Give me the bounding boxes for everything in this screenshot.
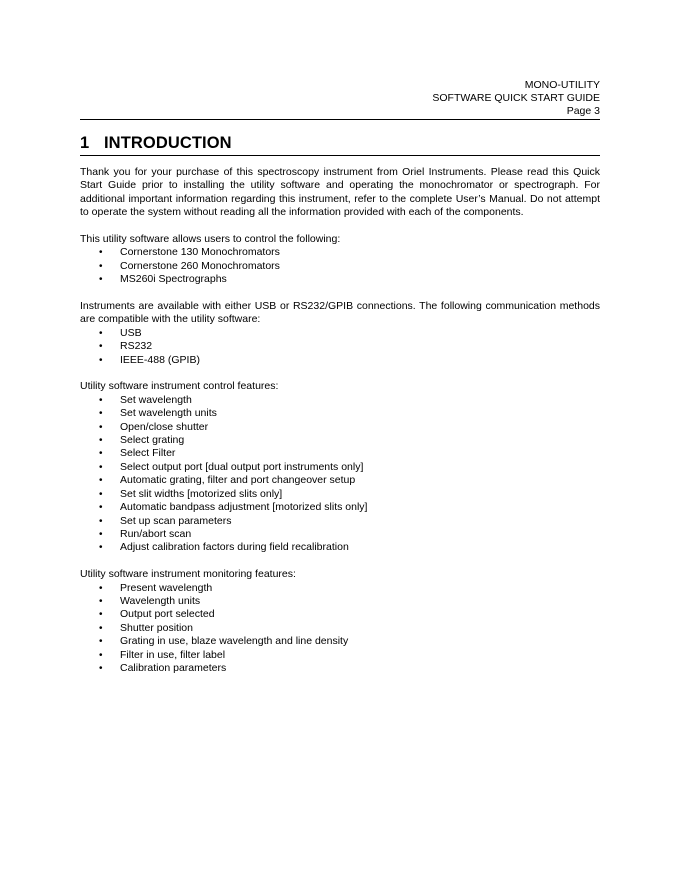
bullet-icon: • xyxy=(99,542,103,554)
bullet-icon: • xyxy=(99,435,103,447)
bullet-icon: • xyxy=(99,662,103,674)
bullet-icon: • xyxy=(99,649,103,661)
list-item-text: Shutter position xyxy=(120,621,193,634)
list-item-text: RS232 xyxy=(120,340,153,353)
bullet-icon: • xyxy=(99,475,103,487)
control-list xyxy=(80,246,600,286)
list-item xyxy=(80,622,600,635)
control-intro: This utility software allows users to control the following: xyxy=(80,233,341,246)
list-item-text: Grating in use, blaze wavelength and line density xyxy=(120,635,349,648)
list-item xyxy=(80,649,600,662)
paragraph-spacer xyxy=(80,367,600,380)
bullet-icon: • xyxy=(99,488,103,500)
list-item-text: Cornerstone 130 Monochromators xyxy=(120,246,280,259)
bullet-icon: • xyxy=(99,515,103,527)
list-item xyxy=(80,515,600,528)
bullet-icon: • xyxy=(99,528,103,540)
list-item-text: Select Filter xyxy=(120,447,176,460)
document-page xyxy=(80,79,600,675)
list-item xyxy=(80,461,600,474)
list-item-text: Wavelength units xyxy=(120,594,201,607)
bullet-icon: • xyxy=(99,247,103,259)
list-item-text: Calibration parameters xyxy=(120,661,227,674)
list-item xyxy=(80,273,600,286)
section-number: 1 xyxy=(80,134,90,152)
bullet-icon: • xyxy=(99,636,103,648)
header-doc-title: SOFTWARE QUICK START GUIDE xyxy=(432,92,600,104)
control-features-intro: Utility software instrument control features: xyxy=(80,380,279,393)
list-item-text: Open/close shutter xyxy=(120,420,209,433)
connections-list xyxy=(80,327,600,367)
list-item xyxy=(80,260,600,273)
list-item-text: Filter in use, filter label xyxy=(120,648,226,661)
list-item-text: Automatic grating, filter and port changeover setup xyxy=(120,474,356,487)
bullet-icon: • xyxy=(99,448,103,460)
bullet-icon: • xyxy=(99,394,103,406)
list-item-text: Set wavelength units xyxy=(120,407,217,420)
list-item xyxy=(80,447,600,460)
list-item-text: MS260i Spectrographs xyxy=(120,273,227,286)
list-item xyxy=(80,434,600,447)
header-doc-code: MONO-UTILITY xyxy=(524,79,600,91)
list-item xyxy=(80,635,600,648)
bullet-icon: • xyxy=(99,595,103,607)
list-item-text: Set wavelength xyxy=(120,393,192,406)
list-item xyxy=(80,354,600,367)
list-item-text: Cornerstone 260 Monochromators xyxy=(120,259,280,272)
list-item-text: IEEE-488 (GPIB) xyxy=(120,353,200,366)
bullet-icon: • xyxy=(99,622,103,634)
list-item-text: Automatic bandpass adjustment [motorized slits only] xyxy=(120,501,368,514)
list-item xyxy=(80,421,600,434)
list-item xyxy=(80,528,600,541)
control-features-list xyxy=(80,394,600,555)
bullet-icon: • xyxy=(99,421,103,433)
list-item-text: Output port selected xyxy=(120,608,215,621)
bullet-icon: • xyxy=(99,502,103,514)
paragraph-spacer xyxy=(80,220,600,233)
bullet-icon: • xyxy=(99,461,103,473)
page-header xyxy=(80,79,600,120)
bullet-icon: • xyxy=(99,582,103,594)
list-item xyxy=(80,501,600,514)
connections-intro: Instruments are available with either USB or RS232/GPIB connections. The following communication methods are compatible with the utility software: xyxy=(80,300,600,326)
section-body xyxy=(80,166,600,675)
list-item-text: Adjust calibration factors during field recalibration xyxy=(120,541,349,554)
list-item-text: Present wavelength xyxy=(120,581,213,594)
paragraph-spacer xyxy=(80,555,600,568)
paragraph-spacer xyxy=(80,287,600,300)
section-heading xyxy=(80,133,600,156)
list-item-text: Select output port [dual output port instruments only] xyxy=(120,460,364,473)
bullet-icon: • xyxy=(99,408,103,420)
list-item-text: Select grating xyxy=(120,434,185,447)
bullet-icon: • xyxy=(99,354,103,366)
list-item xyxy=(80,582,600,595)
list-item xyxy=(80,327,600,340)
section-title: INTRODUCTION xyxy=(104,134,232,152)
list-item xyxy=(80,541,600,554)
list-item xyxy=(80,246,600,259)
list-item xyxy=(80,488,600,501)
list-item-text: Set slit widths [motorized slits only] xyxy=(120,487,283,500)
bullet-icon: • xyxy=(99,260,103,272)
list-item xyxy=(80,474,600,487)
bullet-icon: • xyxy=(99,327,103,339)
bullet-icon: • xyxy=(99,609,103,621)
list-item-text: USB xyxy=(120,326,142,339)
list-item xyxy=(80,394,600,407)
list-item xyxy=(80,340,600,353)
list-item-text: Run/abort scan xyxy=(120,527,192,540)
list-item xyxy=(80,595,600,608)
bullet-icon: • xyxy=(99,274,103,286)
list-item xyxy=(80,662,600,675)
monitoring-features-intro: Utility software instrument monitoring features: xyxy=(80,568,296,581)
intro-paragraph: Thank you for your purchase of this spectroscopy instrument from Oriel Instruments. Please read this Quick Start Guide prior to installing the utility software and operating the monochromator or spectrograph. For additional important information regarding this instrument, refer to the complete User’s Manual. Do not attempt to operate the system without reading all the information provided with each of the components. xyxy=(80,166,600,219)
list-item xyxy=(80,407,600,420)
list-item-text: Set up scan parameters xyxy=(120,514,232,527)
bullet-icon: • xyxy=(99,341,103,353)
monitoring-features-list xyxy=(80,582,600,676)
header-page-number: Page 3 xyxy=(566,105,600,117)
list-item xyxy=(80,608,600,621)
